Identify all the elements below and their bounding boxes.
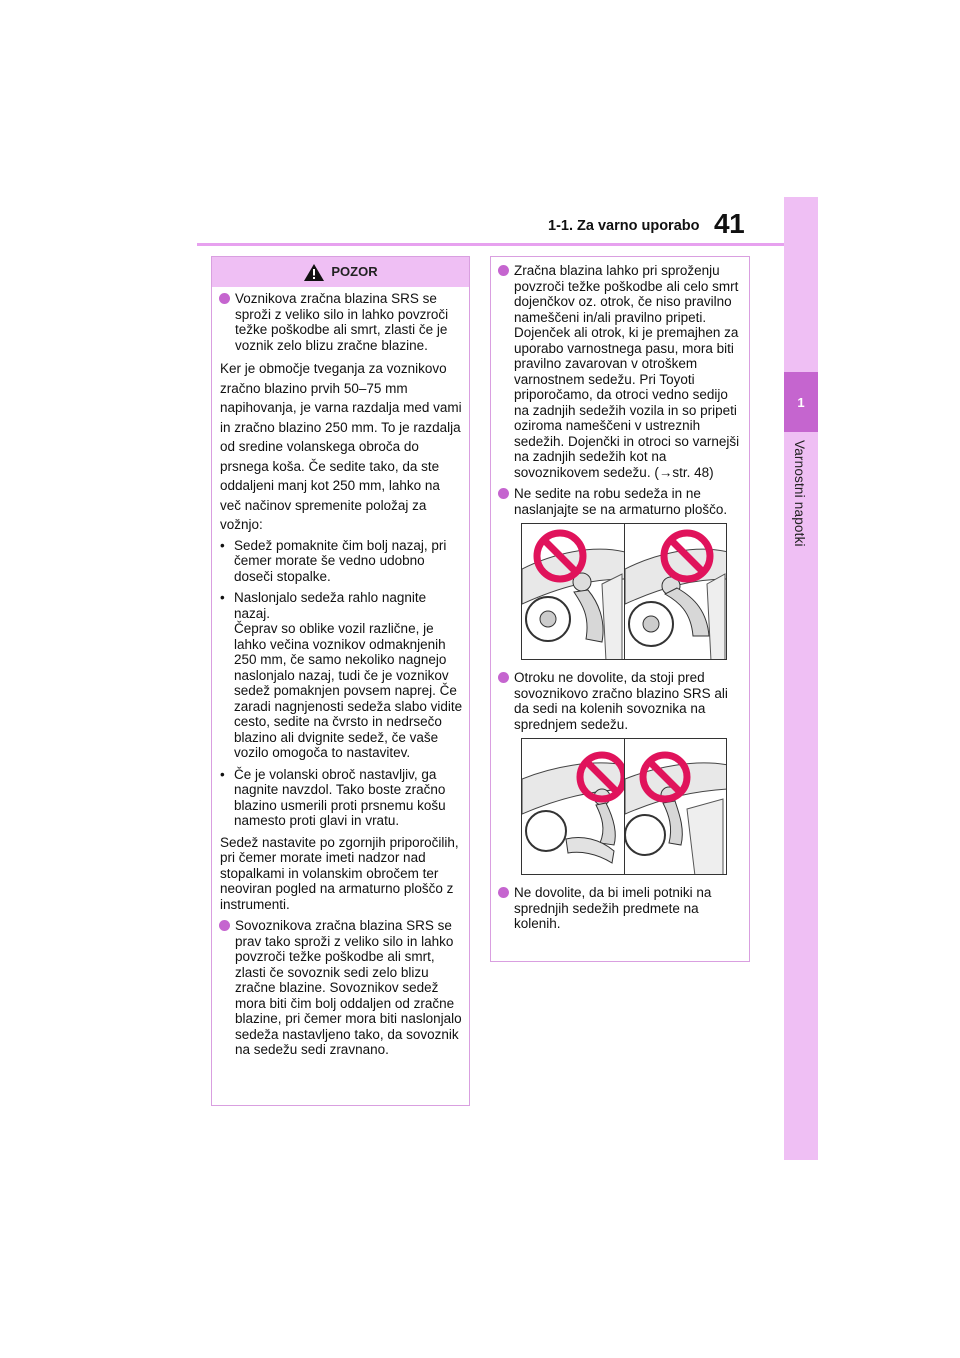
prohibited-icon [522, 739, 625, 874]
bullet-icon [498, 488, 509, 499]
paragraph: Ker je območje tveganja za voznikovo zračno blazino prvih 50–75 mm napihovanja, je varna razdalja med vami in zračno blazino 250 mm. To je razdalja od sredine volanskega obroča do prsnega koša. Če sedite tako, da ste oddaljeni manj kot 250 mm, lahko na več načinov spremenite položaj za vožnjo: [220, 361, 462, 532]
prohibited-icon [522, 524, 625, 659]
chapter-title: Varnostni napotki [792, 440, 807, 547]
illustration-panel [625, 739, 727, 874]
page-number: 41 [714, 208, 745, 239]
bullet-text: Voznikova zračna blazina SRS se sproži z veliko silo in lahko povzroči težke poškodbe ali smrt, zlasti če je voznik zelo blizu zračne blazine. [235, 291, 449, 353]
caution-title: POZOR [331, 264, 378, 280]
warning-triangle-icon [303, 263, 325, 282]
sub-bullet-marker: • [220, 590, 225, 605]
list-item [496, 885, 744, 932]
sub-item-text: Naslonjalo sedeža rahlo nagnite nazaj. [234, 590, 427, 621]
bullet-icon [498, 672, 509, 683]
bullet-icon [219, 293, 230, 304]
illustration-panel [522, 524, 625, 659]
illustration-panel [522, 739, 625, 874]
bullet-icon [219, 920, 230, 931]
illustration-leaning-on-dashboard [521, 523, 727, 660]
section-title: 1-1. Za varno uporabo [548, 218, 700, 234]
chapter-number: 1 [797, 394, 805, 410]
sub-item [220, 767, 464, 829]
list-item [217, 918, 464, 1058]
illustration-child-in-front-seat [521, 738, 727, 875]
side-tab [784, 197, 818, 1160]
paragraph: Sedež nastavite po zgornjih priporočilih, pri čemer morate imeti nadzor nad stopalkami in volanskim obročem ter neoviran pogled na armaturno ploščo z instrumenti. [220, 834, 459, 912]
sub-item-text: Če je volanski obroč nastavljiv, ga nagnite navzdol. Tako boste zračno blazino usmerili proti prsnemu košu namesto proti glavi in vratu. [234, 766, 446, 828]
bullet-text: Otroku ne dovolite, da stoji pred sovoznikovo zračno blazino SRS ali da sedi na kolenih sovoznika na sprednjem sedežu. [514, 670, 728, 732]
prohibited-icon [625, 524, 727, 659]
bullet-icon [498, 265, 509, 276]
sub-item-detail: Čeprav so oblike vozil različne, je lahko večina voznikov odmaknjenih 250 mm, če samo nekoliko nagnejo naslonjalo nazaj, tudi če je voznikov sedež pomaknjen povsem naprej. Če zaradi nagnjenosti sedeža slabo vidite cesto, sedite na čvrsto in nedrsečo blazino ali dvignite sedež, če vaše vozilo omogoča to nastavitev. [234, 621, 463, 760]
chapter-number-tab [784, 372, 818, 432]
list-item [496, 486, 744, 517]
bullet-text: Sovoznikova zračna blazina SRS se prav tako sproži z veliko silo in lahko povzroči težke poškodbe ali smrt, zlasti če sovoznik sedi zelo blizu zračne blazine. Sovoznikov sedež mora biti čim bolj oddaljen od zračne blazine, pri čemer mora biti naslonjalo sedeža nastavljeno tako, da sovoznik na sedežu sedi zravnano. [235, 918, 462, 1057]
bullet-icon [498, 887, 509, 898]
bullet-text: Zračna blazina lahko pri sproženju povzroči težke poškodbe ali celo smrt dojenčkov oz. otrok, če niso pravilno nameščeni in/ali pravilno pripeti. Dojenček ali otrok, ki je premajhen za uporabo varnostnega pasu, mora biti pravilno zavarovan v otroškem varnostnem sedežu. Pri Toyoti priporočamo, da otroci vedno sedijo na zadnjih sedežih vozila in so pripeti oziroma nameščeni v ustreznih sedežih. Dojenčki in otroci so varnejši na zadnjih sedežih kot na sovoznikovem sedežu. (→str. 48) [514, 263, 740, 480]
sub-item-text: Sedež pomaknite čim bolj nazaj, pri čemer morate še vedno udobno doseči stopalke. [234, 537, 447, 584]
header-rule [197, 243, 785, 246]
list-item [496, 263, 744, 480]
sub-item [220, 590, 464, 761]
illustration-panel [625, 524, 727, 659]
caution-header [212, 257, 469, 287]
list-item [496, 670, 744, 732]
caution-panel-continued [490, 256, 750, 962]
sub-item [220, 538, 464, 585]
list-item [217, 291, 464, 353]
prohibited-icon [625, 739, 727, 874]
bullet-text: Ne sedite na robu sedeža in ne naslanjajte se na armaturno ploščo. [514, 486, 728, 517]
sub-bullet-marker: • [220, 537, 225, 553]
caution-panel [211, 256, 470, 1106]
bullet-text: Ne dovolite, da bi imeli potniki na sprednjih sedežih predmete na kolenih. [514, 885, 712, 931]
sub-bullet-marker: • [220, 766, 225, 782]
